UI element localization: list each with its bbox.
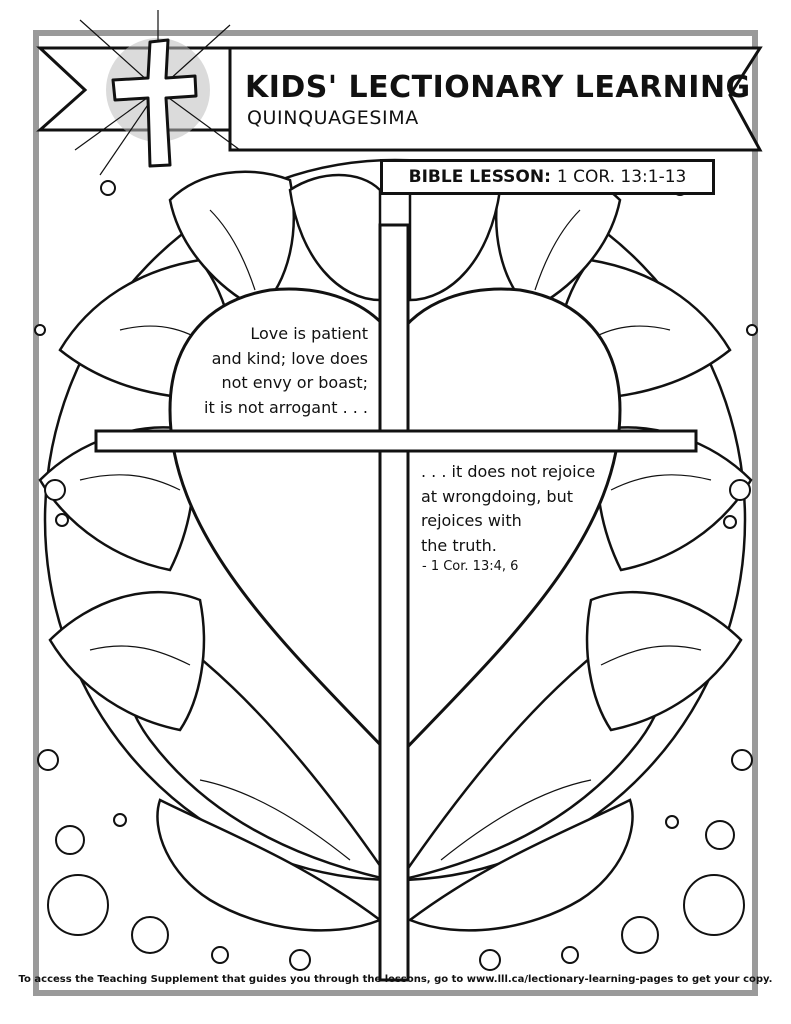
verse-line: and kind; love does [211,348,368,368]
page-subtitle: QUINQUAGESIMA [247,107,419,129]
verse-line: Love is patient [250,324,368,343]
verse-part-1 [170,322,368,420]
verse-line: rejoices with [421,511,522,530]
page-title: KIDS' LECTIONARY LEARNING [245,70,751,105]
verse-part-2 [421,460,641,558]
footer-note: To access the Teaching Supplement that guides you through the lessons, go to www.lll.ca/lectionary-learning-pages to get your copy. [18,974,773,985]
verse-line: it is not arrogant . . . [204,397,368,417]
verse-citation: - 1 Cor. 13:4, 6 [422,559,519,574]
lesson-label: BIBLE LESSON: [408,167,551,187]
lesson-reference: 1 COR. 13:1-13 [556,167,687,187]
verse-line: . . . it does not rejoice [421,462,596,481]
verse-line: not envy or boast; [221,373,368,392]
verse-line: at wrongdoing, but [421,486,573,506]
bible-lesson-badge [380,159,715,195]
verse-line: the truth. [421,535,497,555]
